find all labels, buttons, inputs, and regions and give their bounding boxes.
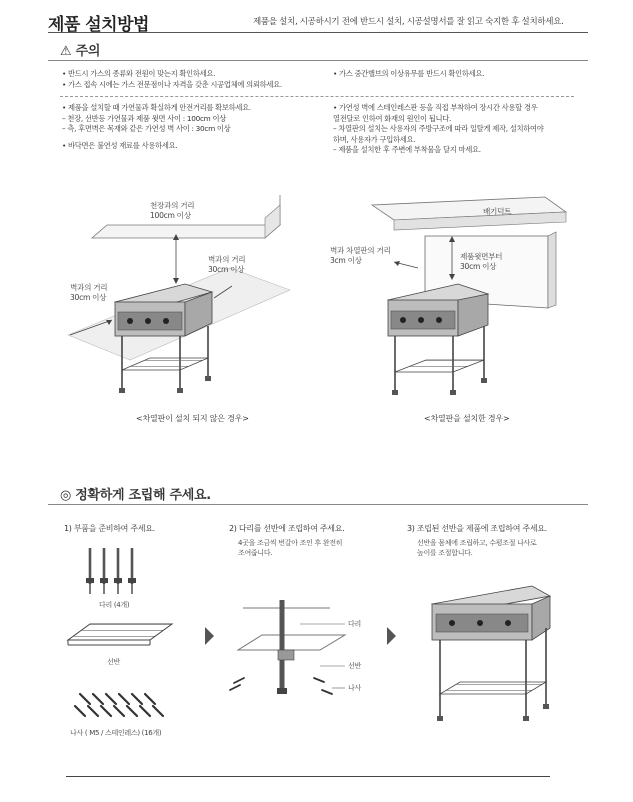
exhaust-duct-label: 배기덕트 bbox=[483, 207, 512, 216]
step2-screw-label: 나사 bbox=[348, 684, 361, 692]
caution-note: • 반드시 가스의 종류와 전원이 맞는지 확인하세요. bbox=[62, 69, 216, 78]
step3-title: 3) 조립된 선반을 제품에 조립하여 주세요. bbox=[407, 524, 547, 533]
step2-shelf-label: 선반 bbox=[348, 662, 361, 670]
legs-label: 다리 (4개) bbox=[99, 601, 130, 609]
diagram1-caption: <차열판이 설치 되지 않은 경우> bbox=[136, 414, 249, 423]
side-distance-label: 벽과의 거리 30cm 이상 bbox=[70, 283, 108, 302]
step2-title: 2) 다리를 선반에 조립하여 주세요. bbox=[229, 524, 345, 533]
assembly-heading: ◎ 정확하게 조립해 주세요. bbox=[60, 488, 211, 503]
caution-note: 하며, 사용자가 구입하세요. bbox=[333, 134, 416, 144]
caution-note: • 제품을 설치할 때 가연물과 확실하게 안전거리를 확보하세요. bbox=[62, 103, 251, 112]
caution-note: • 가스 접속 시에는 가스 전문점이나 자격을 갖춘 시공업체에 의뢰하세요. bbox=[62, 79, 282, 89]
wall-distance-label: 벽과의 거리 30cm 이상 bbox=[208, 255, 246, 274]
ceiling-distance-label: 천장과의 거리 100cm 이상 bbox=[150, 201, 195, 220]
shelf-label: 선반 bbox=[107, 658, 120, 666]
caution-note: 열전달로 인하여 화재의 원인이 됩니다. bbox=[333, 113, 452, 123]
diagram2-caption: <차열판을 설치한 경우> bbox=[424, 414, 510, 423]
caution-note: • 바닥면은 불연성 재료를 사용하세요. bbox=[62, 140, 178, 150]
caution-note: – 천장, 선반등 가연물과 제품 윗면 사이 : 100cm 이상 bbox=[62, 113, 226, 123]
back-distance-label: 제품윗면부터 30cm 이상 bbox=[460, 252, 503, 271]
step3-description: 선반을 몸체에 조립하고, 수평조절 나사로 높이를 조절합니다. bbox=[417, 539, 537, 557]
caution-heading: ⚠ 주의 bbox=[60, 44, 101, 59]
caution-note: – 차열판의 설치는 사용자의 주방구조에 따라 일탈게 제작, 설치하여야 bbox=[333, 124, 544, 133]
caution-note: • 가연성 벽에 스테인레스판 등을 직접 부착하여 장시간 사용할 경우 bbox=[333, 103, 538, 112]
caution-note: • 가스 중간밸브의 이상유무를 반드시 확인하세요. bbox=[333, 69, 485, 78]
caution-note: – 측, 후면벽은 목재와 같은 가연성 벽 사이 : 30cm 이상 bbox=[62, 124, 231, 133]
page-title: 제품 설치방법 bbox=[48, 15, 149, 35]
footer-rule bbox=[66, 776, 550, 777]
step1-title: 1) 부품을 준비하여 주세요. bbox=[64, 524, 155, 533]
step2-leg-label: 다리 bbox=[348, 620, 361, 628]
caution-note: – 제품을 설치한 후 주변에 부착물을 달지 마세요. bbox=[333, 145, 481, 154]
page-subtitle: 제품을 설치, 시공하시기 전에 반드시 설치, 시공설명서를 잘 읽고 숙지한 후 설치하세요. bbox=[253, 17, 564, 27]
screws-label: 나사 ( M5 / 스테인레스) (16개) bbox=[70, 729, 162, 737]
step2-description: 4곳을 조금씩 번갈아 조인 후 완전히 조여줍니다. bbox=[238, 539, 343, 557]
panel-distance-label: 벽과 차열판의 거리 3cm 이상 bbox=[330, 246, 391, 265]
